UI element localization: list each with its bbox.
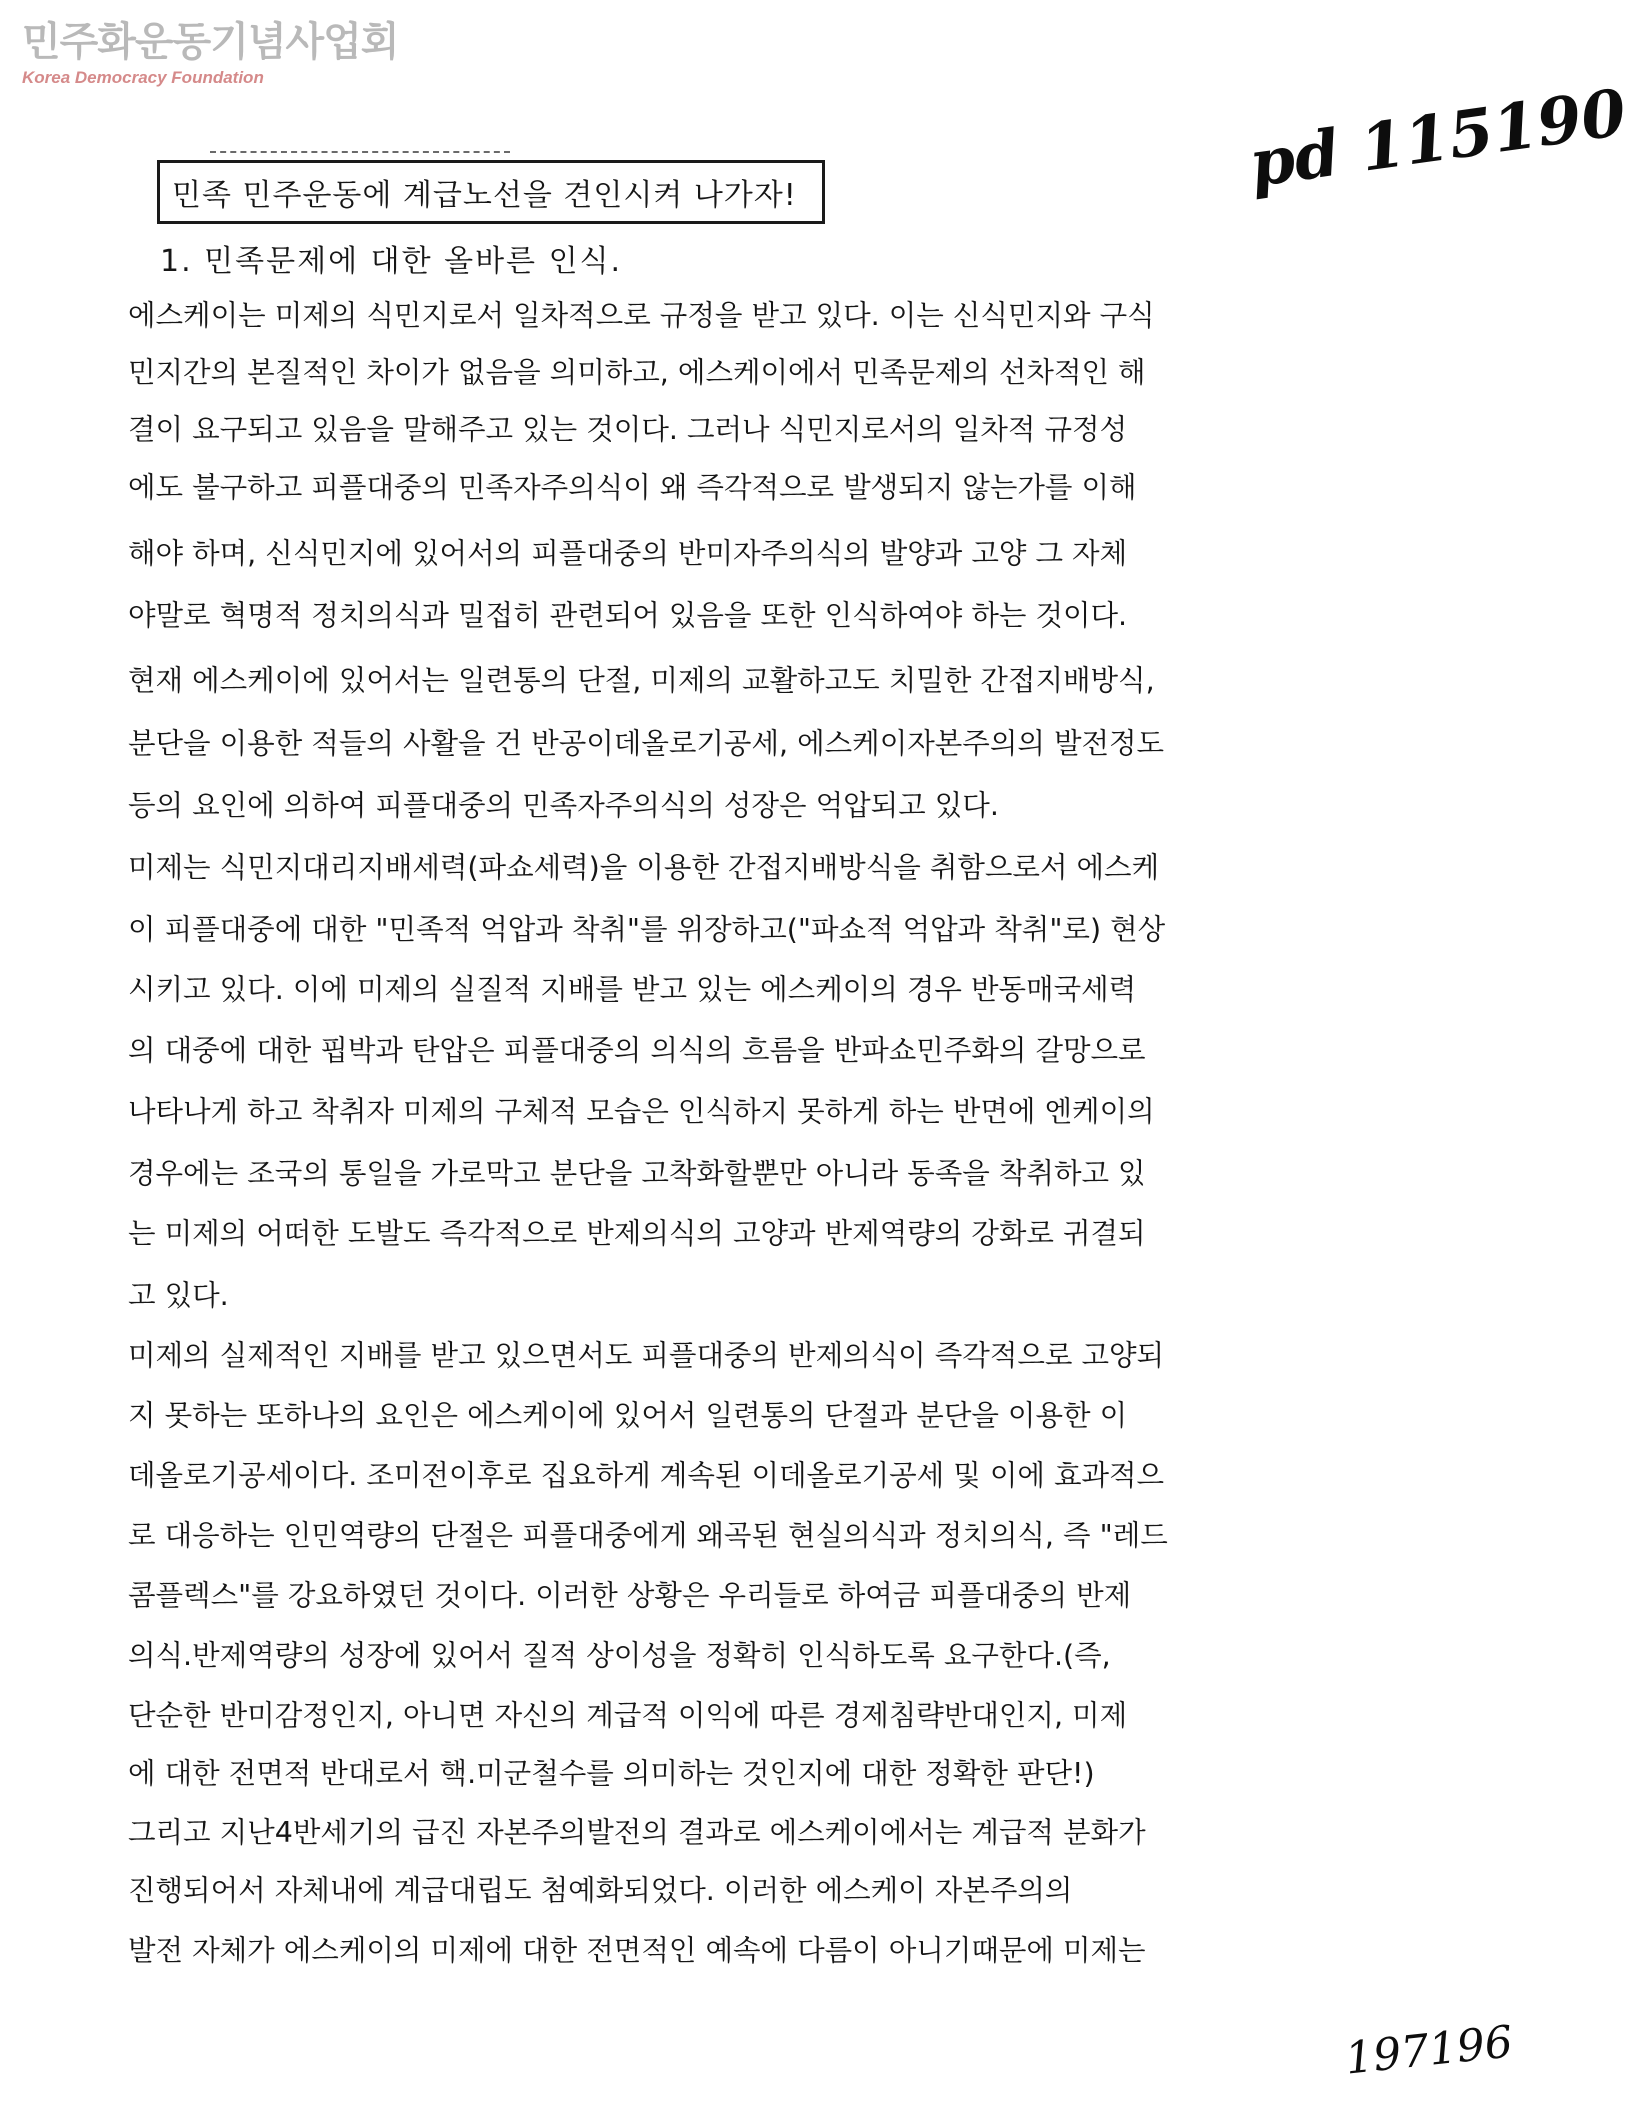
body-line: 의식.반제역량의 성장에 있어서 질적 상이성을 정확히 인식하도록 요구한다.(즉, xyxy=(128,1639,1111,1672)
body-line: 의 대중에 대한 핍박과 탄압은 피플대중의 의식의 흐름을 반파쇼민주화의 갈망으로 xyxy=(128,1034,1146,1067)
boxed-title-text: 민족 민주운동에 계급노선을 견인시켜 나가자! xyxy=(172,178,797,213)
body-line: 결이 요구되고 있음을 말해주고 있는 것이다. 그러나 식민지로서의 일차적 규정성 xyxy=(128,413,1128,446)
watermark-english: Korea Democracy Foundation xyxy=(22,68,264,87)
body-line: 등의 요인에 의하여 피플대중의 민족자주의식의 성장은 억압되고 있다. xyxy=(128,789,999,822)
body-line: 지 못하는 또하나의 요인은 에스케이에 있어서 일련통의 단절과 분단을 이용한 이 xyxy=(128,1399,1128,1432)
body-line: 단순한 반미감정인지, 아니면 자신의 계급적 이익에 따른 경제침략반대인지, 미제 xyxy=(128,1699,1128,1732)
body-line: 진행되어서 자체내에 계급대립도 첨예화되었다. 이러한 에스케이 자본주의의 xyxy=(128,1874,1073,1907)
body-line: 나타나게 하고 착취자 미제의 구체적 모습은 인식하지 못하게 하는 반면에 엔케이의 xyxy=(128,1095,1155,1128)
body-line: 로 대응하는 인민역량의 단절은 피플대중에게 왜곡된 현실의식과 정치의식, 즉 "레드 xyxy=(128,1519,1168,1552)
body-line: 에 대한 전면적 반대로서 핵.미군철수를 의미하는 것인지에 대한 정확한 판단!) xyxy=(128,1757,1095,1790)
watermark-korean: 민주화운동기념사업회 xyxy=(22,19,399,65)
body-line: 민지간의 본질적인 차이가 없음을 의미하고, 에스케이에서 민족문제의 선차적인 해 xyxy=(128,356,1146,389)
body-line: 데올로기공세이다. 조미전이후로 집요하게 계속된 이데올로기공세 및 이에 효과적으 xyxy=(128,1459,1165,1492)
boxed-title xyxy=(157,160,825,224)
body-line: 발전 자체가 에스케이의 미제에 대한 전면적인 예속에 다름이 아니기때문에 미제는 xyxy=(128,1934,1146,1967)
body-line: 경우에는 조국의 통일을 가로막고 분단을 고착화할뿐만 아니라 동족을 착취하고 있 xyxy=(128,1157,1146,1190)
body-line: 고 있다. xyxy=(128,1279,229,1312)
body-line: 해야 하며, 신식민지에 있어서의 피플대중의 반미자주의식의 발양과 고양 그 자체 xyxy=(128,537,1128,570)
page-number: 197196 xyxy=(1342,2016,1516,2085)
body-line: 에도 불구하고 피플대중의 민족자주의식이 왜 즉각적으로 발생되지 않는가를 이해 xyxy=(128,471,1137,504)
body-line: 미제의 실제적인 지배를 받고 있으면서도 피플대중의 반제의식이 즉각적으로 고양되 xyxy=(128,1339,1165,1372)
section-title: 1. 민족문제에 대한 올바른 인식. xyxy=(160,244,623,279)
body-line: 시키고 있다. 이에 미제의 실질적 지배를 받고 있는 에스케이의 경우 반동매국세력 xyxy=(128,973,1137,1006)
body-line: 미제는 식민지대리지배세력(파쇼세력)을 이용한 간접지배방식을 취함으로서 에스케 xyxy=(128,851,1160,884)
foundation-watermark xyxy=(22,18,398,88)
body-line: 에스케이는 미제의 식민지로서 일차적으로 규정을 받고 있다. 이는 신식민지와 구식 xyxy=(128,299,1155,332)
body-line: 현재 에스케이에 있어서는 일련통의 단절, 미제의 교활하고도 치밀한 간접지배방식, xyxy=(128,664,1155,697)
archive-number: pd 115190 xyxy=(1245,75,1631,203)
body-line: 그리고 지난4반세기의 급진 자본주의발전의 결과로 에스케이에서는 계급적 분화가 xyxy=(128,1816,1146,1849)
body-line: 이 피플대중에 대한 "민족적 억압과 착취"를 위장하고("파쇼적 억압과 착취"로) 현상 xyxy=(128,913,1166,946)
body-line: 콤플렉스"를 강요하였던 것이다. 이러한 상황은 우리들로 하여금 피플대중의 반제 xyxy=(128,1579,1132,1612)
body-line: 야말로 혁명적 정치의식과 밀접히 관련되어 있음을 또한 인식하여야 하는 것이다. xyxy=(128,599,1128,632)
body-line: 는 미제의 어떠한 도발도 즉각적으로 반제의식의 고양과 반제역량의 강화로 귀결되 xyxy=(128,1217,1146,1250)
body-line: 분단을 이용한 적들의 사활을 건 반공이데올로기공세, 에스케이자본주의의 발전정도 xyxy=(128,727,1165,760)
